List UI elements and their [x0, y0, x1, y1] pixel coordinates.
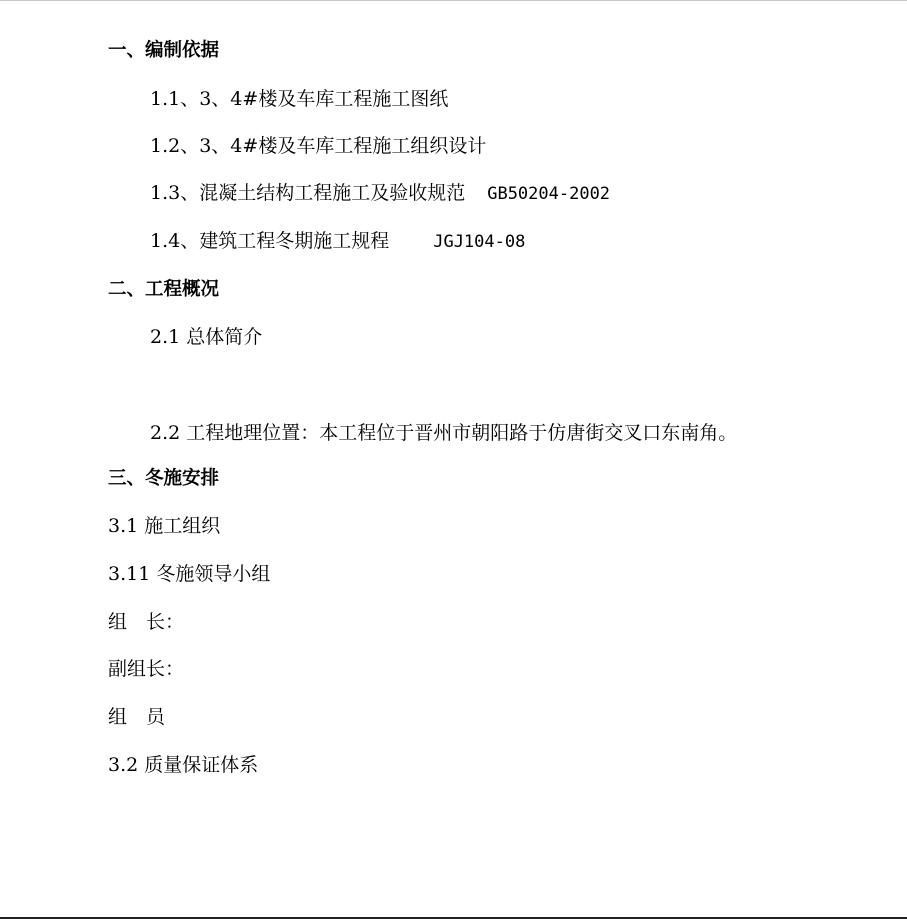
basis-item-3-text: 1.3、混凝土结构工程施工及验收规范 [150, 182, 466, 204]
top-border [0, 0, 907, 1]
basis-item-1: 1.1、3、4#楼及车库工程施工图纸 [150, 88, 449, 110]
winter-leadership-group: 3.11 冬施领导小组 [108, 563, 271, 585]
basis-item-2: 1.2、3、4#楼及车库工程施工组织设计 [150, 135, 487, 157]
section-heading-basis: 一、编制依据 [108, 40, 220, 61]
overview-location: 2.2 工程地理位置：本工程位于晋州市朝阳路于仿唐街交叉口东南角。 [150, 422, 738, 444]
overview-general: 2.1 总体简介 [150, 326, 263, 348]
section-heading-overview: 二、工程概况 [108, 279, 220, 300]
basis-item-4-code: JGJ104-08 [433, 232, 526, 252]
construction-organization: 3.1 施工组织 [108, 515, 221, 537]
quality-assurance-system: 3.2 质量保证体系 [108, 754, 259, 776]
basis-item-3 [150, 181, 610, 205]
group-leader: 组 长： [108, 611, 185, 633]
basis-item-4-text: 1.4、建筑工程冬期施工规程 [150, 230, 390, 252]
section-heading-winter-plan: 三、冬施安排 [108, 468, 220, 489]
group-members: 组 员 [108, 706, 166, 728]
basis-item-4 [150, 229, 525, 253]
deputy-group-leader: 副组长： [108, 658, 185, 680]
basis-item-3-code: GB50204-2002 [487, 184, 611, 204]
